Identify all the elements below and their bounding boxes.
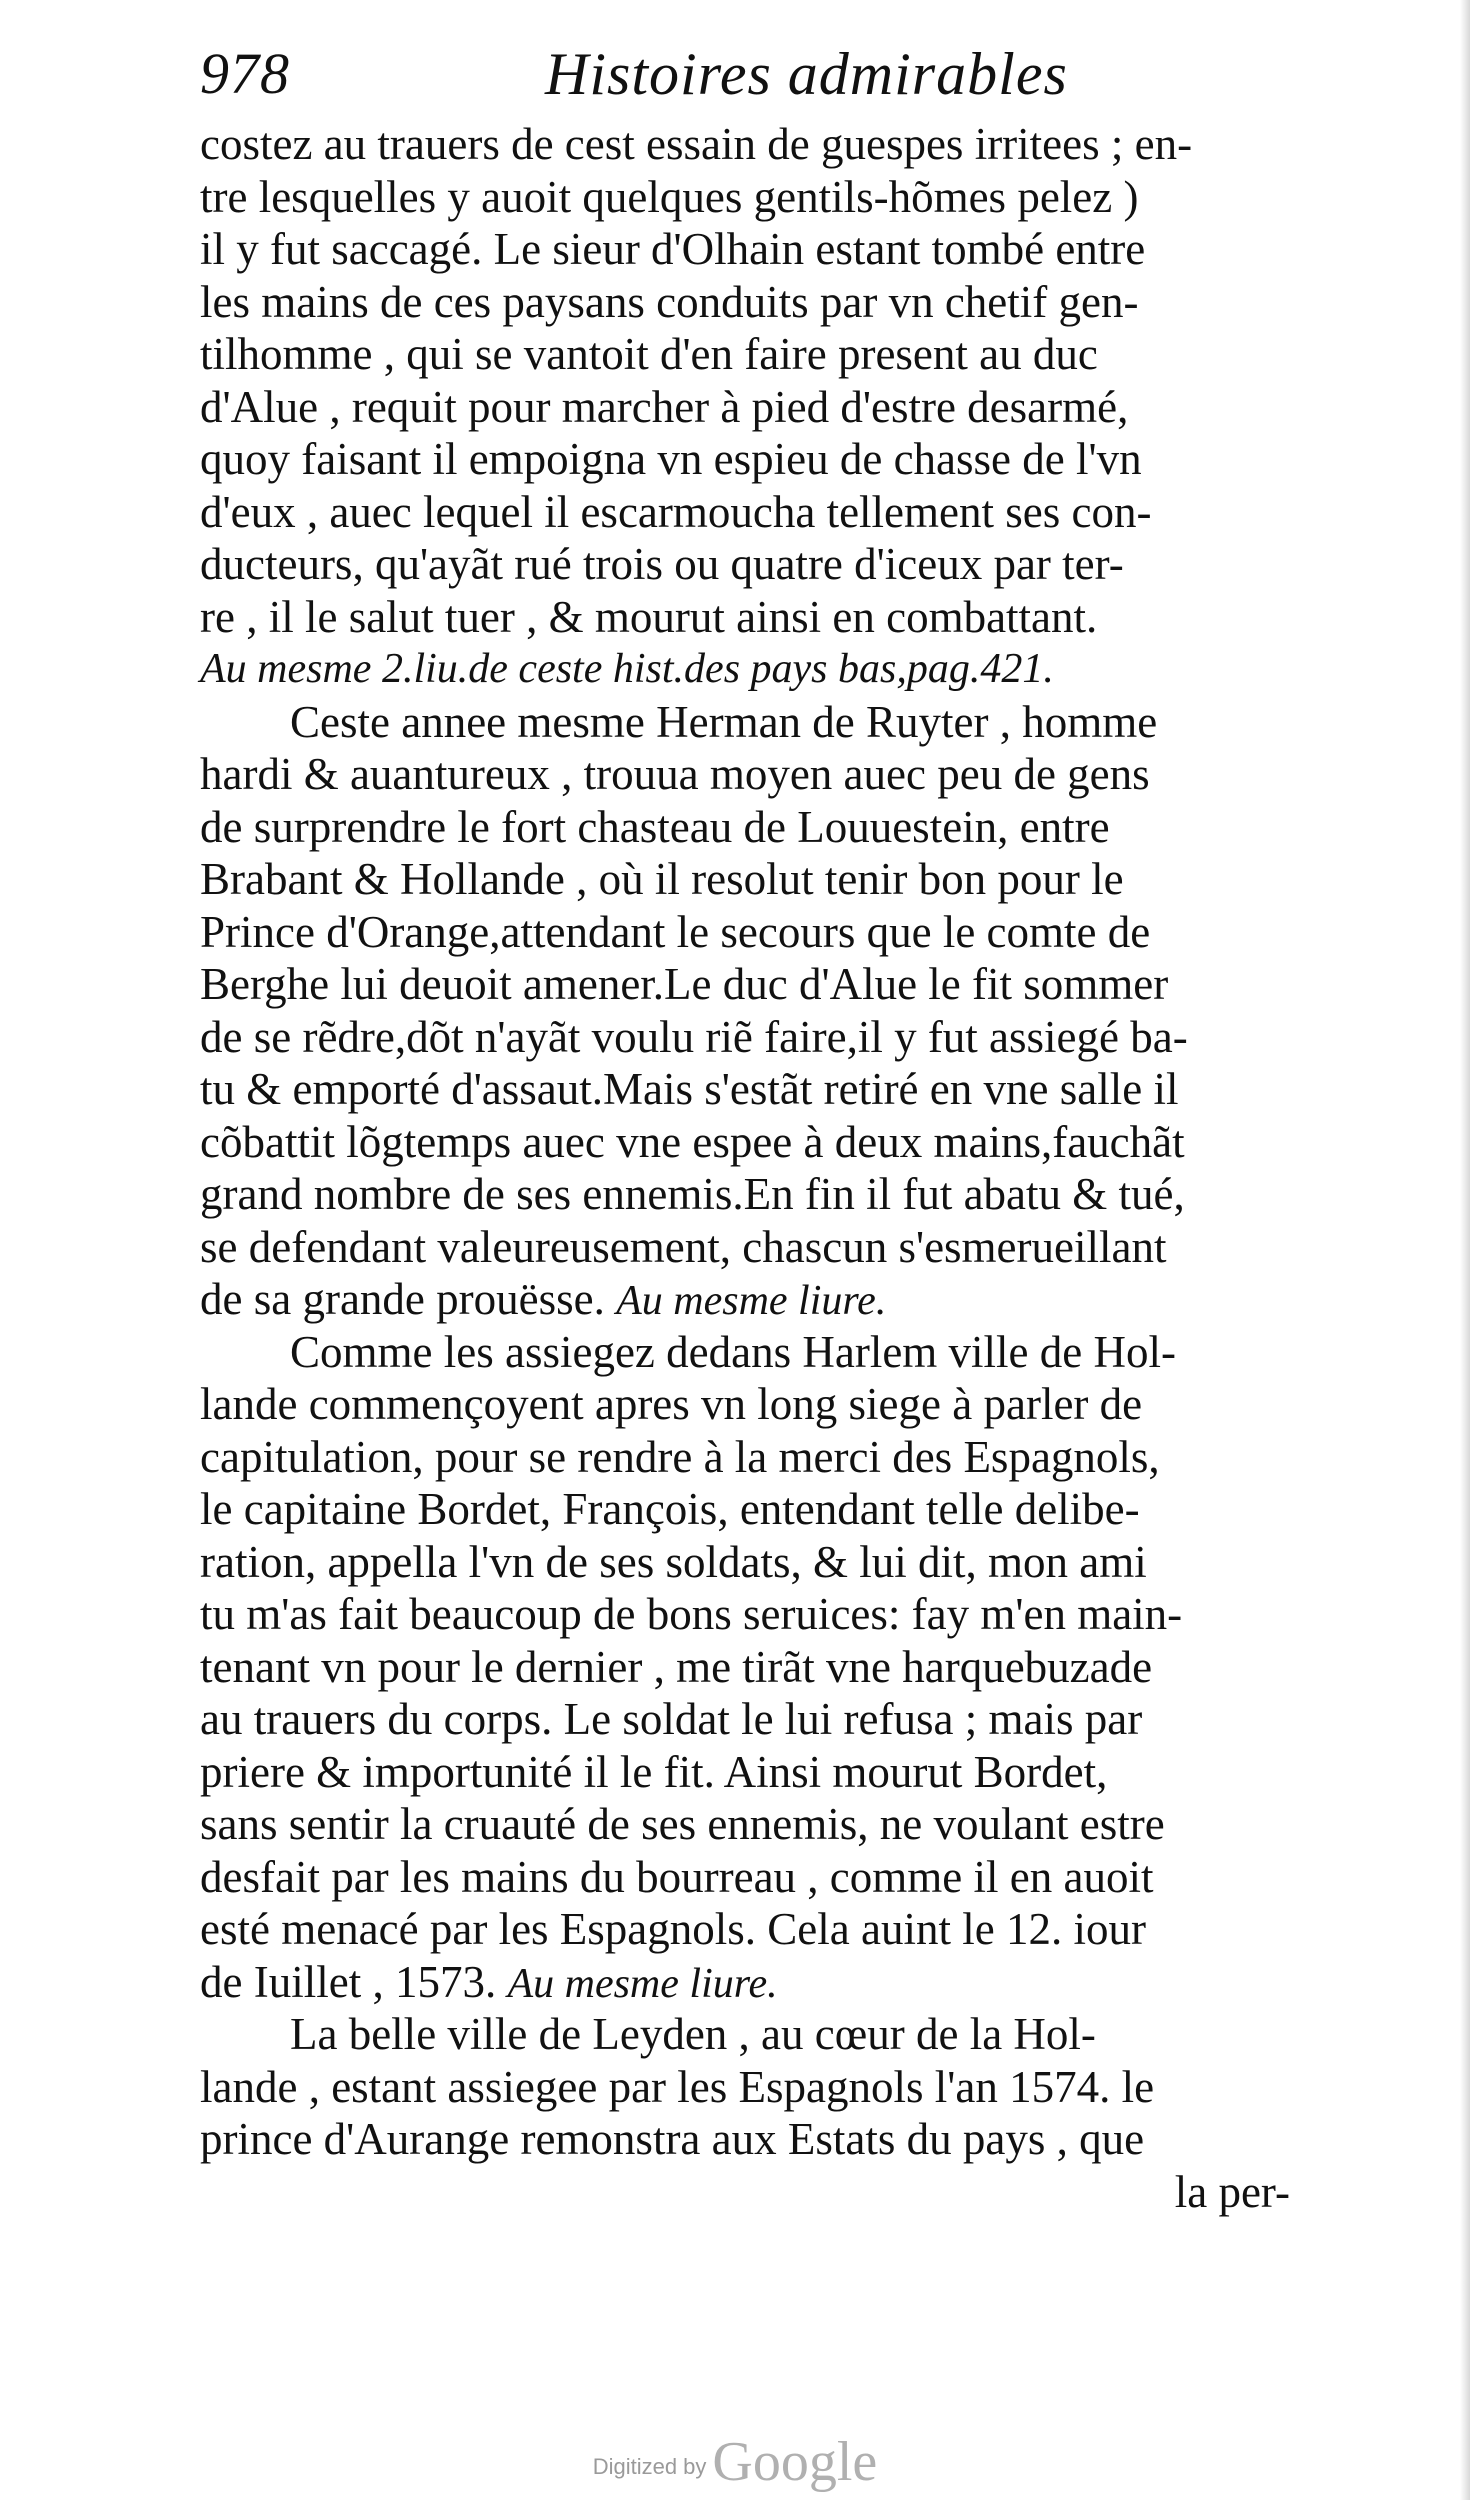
text-line: de se rẽdre,dõt n'ayãt voulu riẽ faire,il y fut assiegé ba- [200, 1011, 1188, 1062]
text-line: priere & importunité il le fit. Ainsi mourut Bordet, [200, 1746, 1108, 1797]
text-line: desfait par les mains du bourreau , comme il en auoit [200, 1851, 1154, 1902]
source-reference: Au mesme liure. [507, 1960, 778, 2007]
digitized-label: Digitized by [592, 2454, 707, 2479]
paragraph-start: Ceste annee mesme Herman de Ruyter , homme [290, 696, 1158, 747]
text-line: d'eux , auec lequel il escarmoucha tellement ses con- [200, 486, 1152, 537]
running-title: Histoires admirables [545, 41, 1068, 107]
page-edge-shadow [1460, 0, 1470, 2500]
text-line: tu m'as fait beaucoup de bons seruices: fay m'en main- [200, 1589, 1183, 1639]
text-line: costez au trauers de cest essain de guespes irritees ; en- [200, 119, 1193, 169]
text-line: lande , estant assiegee par les Espagnols l'an 1574. le [200, 2061, 1155, 2112]
text-line: de Iuillet , 1573. Au mesme liure. [200, 1956, 778, 2007]
text-line: lande commençoyent apres vn long siege à parler de [200, 1379, 1143, 1429]
source-reference: Au mesme liure. [616, 1278, 887, 1324]
text-line: prince d'Aurange remonstra aux Estats du pays , que [200, 2114, 1145, 2164]
text-line: sans sentir la cruauté de ses ennemis, ne voulant estre [200, 1799, 1165, 1849]
source-reference: Au mesme 2.liu.de ceste hist.des pays bas,pag.421. [200, 646, 1054, 692]
page-number: 978 [200, 41, 290, 106]
text-line: grand nombre de ses ennemis.En fin il fut abatu & tué, [200, 1169, 1185, 1219]
text-line: Brabant & Hollande , où il resolut tenir bon pour le [200, 854, 1124, 904]
text-line: tre lesquelles y auoit quelques gentils-hõmes pelez ) [200, 171, 1139, 222]
text-line: hardi & auantureux , trouua moyen auec peu de gens [200, 749, 1150, 799]
text-line: le capitaine Bordet, François, entendant telle delibe- [200, 1484, 1140, 1534]
text-line: Prince d'Orange,attendant le secours que le comte de [200, 906, 1151, 957]
text-line: d'Alue , requit pour marcher à pied d'estre desarmé, [200, 381, 1129, 432]
text-line: esté menacé par les Espagnols. Cela auint le 12. iour [200, 1904, 1146, 1954]
paragraph-start: Comme les assiegez dedans Harlem ville de Hol- [290, 1326, 1176, 1377]
catchword: la per- [1174, 2166, 1290, 2217]
text-line: cõbattit lõgtemps auec vne espee à deux mains,fauchãt [200, 1116, 1185, 1167]
text-line: se defendant valeureusement, chascun s'esmerueillant [200, 1221, 1167, 1272]
text-line: tilhomme , qui se vantoit d'en faire present au duc [200, 329, 1098, 379]
digitization-footer [0, 2430, 1470, 2494]
text-line: au trauers du corps. Le soldat le lui refusa ; mais par [200, 1694, 1143, 1744]
text-line: les mains de ces paysans conduits par vn chetif gen- [200, 276, 1139, 327]
text-line: tenant vn pour le dernier , me tirãt vne harquebuzade [200, 1641, 1153, 1692]
text-line: Berghe lui deuoit amener.Le duc d'Alue le fit sommer [200, 959, 1169, 1009]
text-line: il y fut saccagé. Le sieur d'Olhain estant tombé entre [200, 224, 1146, 274]
text-line: re , il le salut tuer , & mourut ainsi en combattant. [200, 591, 1098, 642]
body-text [200, 118, 1350, 2218]
text-line: de sa grande prouësse. Au mesme liure. [200, 1274, 887, 1324]
page-header [200, 40, 1320, 120]
text-line: tu & emporté d'assaut.Mais s'estãt retiré en vne salle il [200, 1064, 1179, 1114]
text-line: de surprendre le fort chasteau de Louuestein, entre [200, 801, 1110, 852]
text-line: ducteurs, qu'ayãt rué trois ou quatre d'iceux par ter- [200, 539, 1124, 589]
google-logo: Google [712, 2431, 878, 2493]
paragraph-start: La belle ville de Leyden , au cœur de la Hol- [290, 2009, 1096, 2059]
text-line: ration, appella l'vn de ses soldats, & lui dit, mon ami [200, 1536, 1147, 1587]
text-line: quoy faisant il empoigna vn espieu de chasse de l'vn [200, 434, 1142, 484]
text-line: capitulation, pour se rendre à la merci des Espagnols, [200, 1431, 1160, 1482]
